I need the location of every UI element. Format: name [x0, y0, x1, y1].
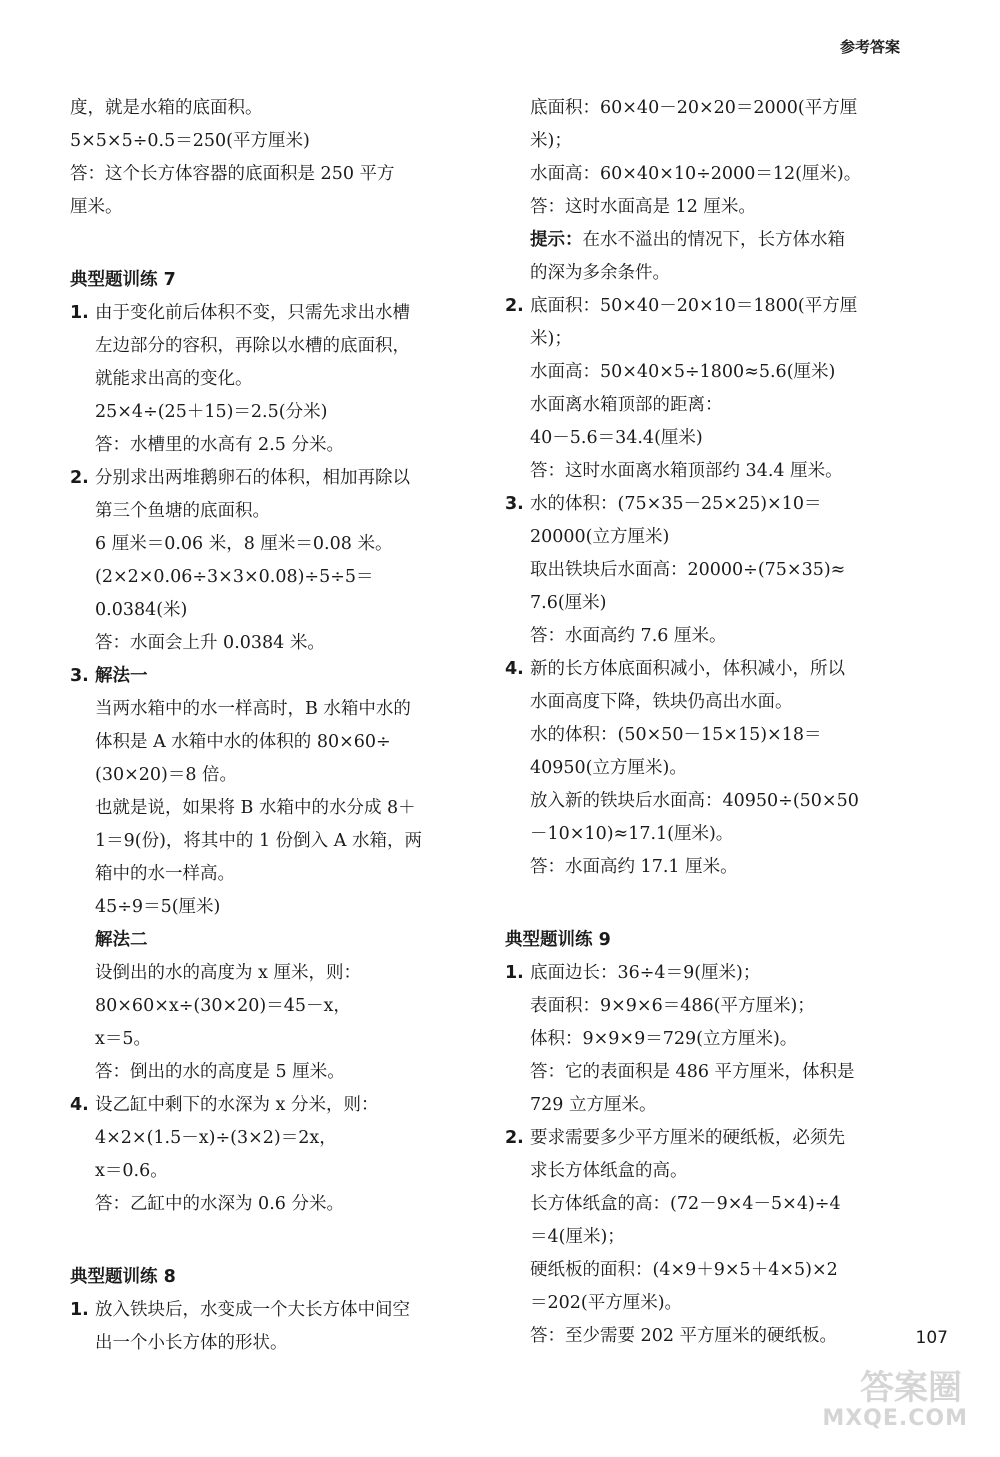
text-line: 出一个小长方体的形状。	[95, 1333, 288, 1353]
text-line: 厘米。	[70, 197, 123, 217]
text-line: 40－5.6＝34.4(厘米)	[530, 428, 703, 448]
answer-item	[70, 1089, 470, 1122]
text-line: 放入铁块后，水变成一个大长方体中间空	[95, 1300, 410, 1320]
text-line: 硬纸板的面积：(4×9＋9×5＋4×5)×2	[530, 1260, 838, 1280]
answer-item	[505, 1122, 910, 1155]
text-line: 5×5×5÷0.5＝250(平方厘米)	[70, 131, 310, 151]
text-line: 水面高：60×40×10÷2000＝12(厘米)。	[530, 164, 862, 184]
answer-item	[70, 462, 470, 495]
item-number: 2.	[70, 468, 89, 488]
text-line: x＝0.6。	[95, 1161, 168, 1181]
text-line: 体积是 A 水箱中水的体积的 80×60÷	[95, 732, 391, 752]
text-line: 在水不溢出的情况下，长方体水箱	[582, 230, 845, 250]
text-line: 答：这个长方体容器的底面积是 250 平方	[70, 164, 395, 184]
text-line: 放入新的铁块后水面高：40950÷(50×50	[530, 791, 859, 811]
item-number: 4.	[505, 659, 524, 679]
method-label: 解法二	[95, 930, 148, 950]
page-number: 107	[915, 1328, 948, 1348]
text-line: 箱中的水一样高。	[95, 864, 235, 884]
text-line: 也就是说，如果将 B 水箱中的水分成 8＋	[95, 798, 416, 818]
text-line: 水的体积：(75×35－25×25)×10＝	[530, 494, 822, 514]
text-line: 米)；	[530, 329, 572, 349]
text-line: 底面边长：36÷4＝9(厘米)；	[530, 963, 761, 983]
watermark-logo	[822, 1360, 972, 1450]
page-header-label: 参考答案	[839, 38, 900, 56]
section-title-9: 典型题训练 9	[505, 930, 611, 950]
section-title-8: 典型题训练 8	[70, 1267, 176, 1287]
left-column	[70, 92, 470, 1360]
text-line: 左边部分的容积，再除以水槽的底面积，	[95, 336, 410, 356]
text-line: (30×20)＝8 倍。	[95, 765, 238, 785]
text-line: 7.6(厘米)	[530, 593, 607, 613]
watermark-top-text: 答案圈	[860, 1368, 962, 1408]
text-line: 0.0384(米)	[95, 600, 188, 620]
text-line: 水的体积：(50×50－15×15)×18＝	[530, 725, 822, 745]
text-line: 的深为多余条件。	[530, 263, 670, 283]
text-line: x＝5。	[95, 1029, 152, 1049]
text-line: 底面积：60×40－20×20＝2000(平方厘	[530, 98, 858, 118]
text-line: 要求需要多少平方厘米的硬纸板，必须先	[530, 1128, 845, 1148]
text-line: 答：水槽里的水高有 2.5 分米。	[95, 435, 344, 455]
text-line: ＝4(厘米)；	[530, 1227, 625, 1247]
answer-item	[505, 488, 910, 521]
answer-item	[70, 1294, 470, 1327]
text-line: (2×2×0.06÷3×3×0.08)÷5÷5＝	[95, 567, 374, 587]
text-line: 答：水面会上升 0.0384 米。	[95, 633, 325, 653]
text-line: 长方体纸盒的高：(72－9×4－5×4)÷4	[530, 1194, 841, 1214]
text-line: 当两水箱中的水一样高时，B 水箱中水的	[95, 699, 411, 719]
text-line: 求长方体纸盒的高。	[530, 1161, 688, 1181]
text-line: 答：这时水面高是 12 厘米。	[530, 197, 756, 217]
text-line: 1＝9(份)，将其中的 1 份倒入 A 水箱，两	[95, 831, 422, 851]
text-line: 答：这时水面离水箱顶部约 34.4 厘米。	[530, 461, 843, 481]
text-line: 45÷9＝5(厘米)	[95, 897, 221, 917]
text-line: 水面离水箱顶部的距离：	[530, 395, 723, 415]
text-line: 80×60×x÷(30×20)＝45－x，	[95, 996, 351, 1016]
tip-line	[505, 224, 910, 257]
item-number: 1.	[70, 303, 89, 323]
text-line: 20000(立方厘米)	[530, 527, 670, 547]
item-number: 1.	[505, 963, 524, 983]
text-line: 底面积：50×40－20×10＝1800(平方厘	[530, 296, 858, 316]
text-line: 水面高：50×40×5÷1800≈5.6(厘米)	[530, 362, 836, 382]
text-line: 6 厘米＝0.06 米，8 厘米＝0.08 米。	[95, 534, 393, 554]
text-line: 设乙缸中剩下的水深为 x 分米，则：	[95, 1095, 379, 1115]
text-line: 第三个鱼塘的底面积。	[95, 501, 270, 521]
text-line: 答：水面高约 7.6 厘米。	[530, 626, 727, 646]
text-line: 新的长方体底面积减小，体积减小，所以	[530, 659, 845, 679]
text-line: 答：水面高约 17.1 厘米。	[530, 857, 738, 877]
watermark-bottom-text: MXQE.COM	[822, 1406, 968, 1431]
tip-label: 提示：	[530, 230, 583, 250]
item-number: 2.	[505, 296, 524, 316]
text-line: 米)；	[530, 131, 572, 151]
text-line: 答：至少需要 202 平方厘米的硬纸板。	[530, 1326, 838, 1346]
text-line: 答：倒出的水的高度是 5 厘米。	[95, 1062, 345, 1082]
item-number: 1.	[70, 1300, 89, 1320]
text-line: 40950(立方厘米)。	[530, 758, 687, 778]
text-line: 分别求出两堆鹅卵石的体积，相加再除以	[95, 468, 410, 488]
text-line: 就能求出高的变化。	[95, 369, 253, 389]
text-line: 水面高度下降，铁块仍高出水面。	[530, 692, 793, 712]
method-label: 解法一	[95, 666, 148, 686]
item-number: 2.	[505, 1128, 524, 1148]
answer-item	[70, 660, 470, 693]
text-line: 体积：9×9×9＝729(立方厘米)。	[530, 1029, 798, 1049]
text-line: 答：它的表面积是 486 平方厘米，体积是	[530, 1062, 855, 1082]
text-line: －10×10)≈17.1(厘米)。	[530, 824, 734, 844]
text-line: 取出铁块后水面高：20000÷(75×35)≈	[530, 560, 846, 580]
text-line: 25×4÷(25＋15)＝2.5(分米)	[95, 402, 328, 422]
text-line: 4×2×(1.5－x)÷(3×2)＝2x，	[95, 1128, 337, 1148]
text-line: 表面积：9×9×6＝486(平方厘米)；	[530, 996, 815, 1016]
section-title-7: 典型题训练 7	[70, 270, 176, 290]
item-number: 3.	[70, 666, 89, 686]
text-line: 设倒出的水的高度为 x 厘米，则：	[95, 963, 361, 983]
right-column	[505, 92, 910, 1353]
text-line: ＝202(平方厘米)。	[530, 1293, 683, 1313]
answer-item	[70, 297, 470, 330]
text-line: 度，就是水箱的底面积。	[70, 98, 263, 118]
text-line: 答：乙缸中的水深为 0.6 分米。	[95, 1194, 344, 1214]
answer-item	[505, 957, 910, 990]
answer-item	[505, 290, 910, 323]
text-line: 729 立方厘米。	[530, 1095, 657, 1115]
item-number: 4.	[70, 1095, 89, 1115]
item-number: 3.	[505, 494, 524, 514]
answer-item	[505, 653, 910, 686]
text-line: 由于变化前后体积不变，只需先求出水槽	[95, 303, 410, 323]
